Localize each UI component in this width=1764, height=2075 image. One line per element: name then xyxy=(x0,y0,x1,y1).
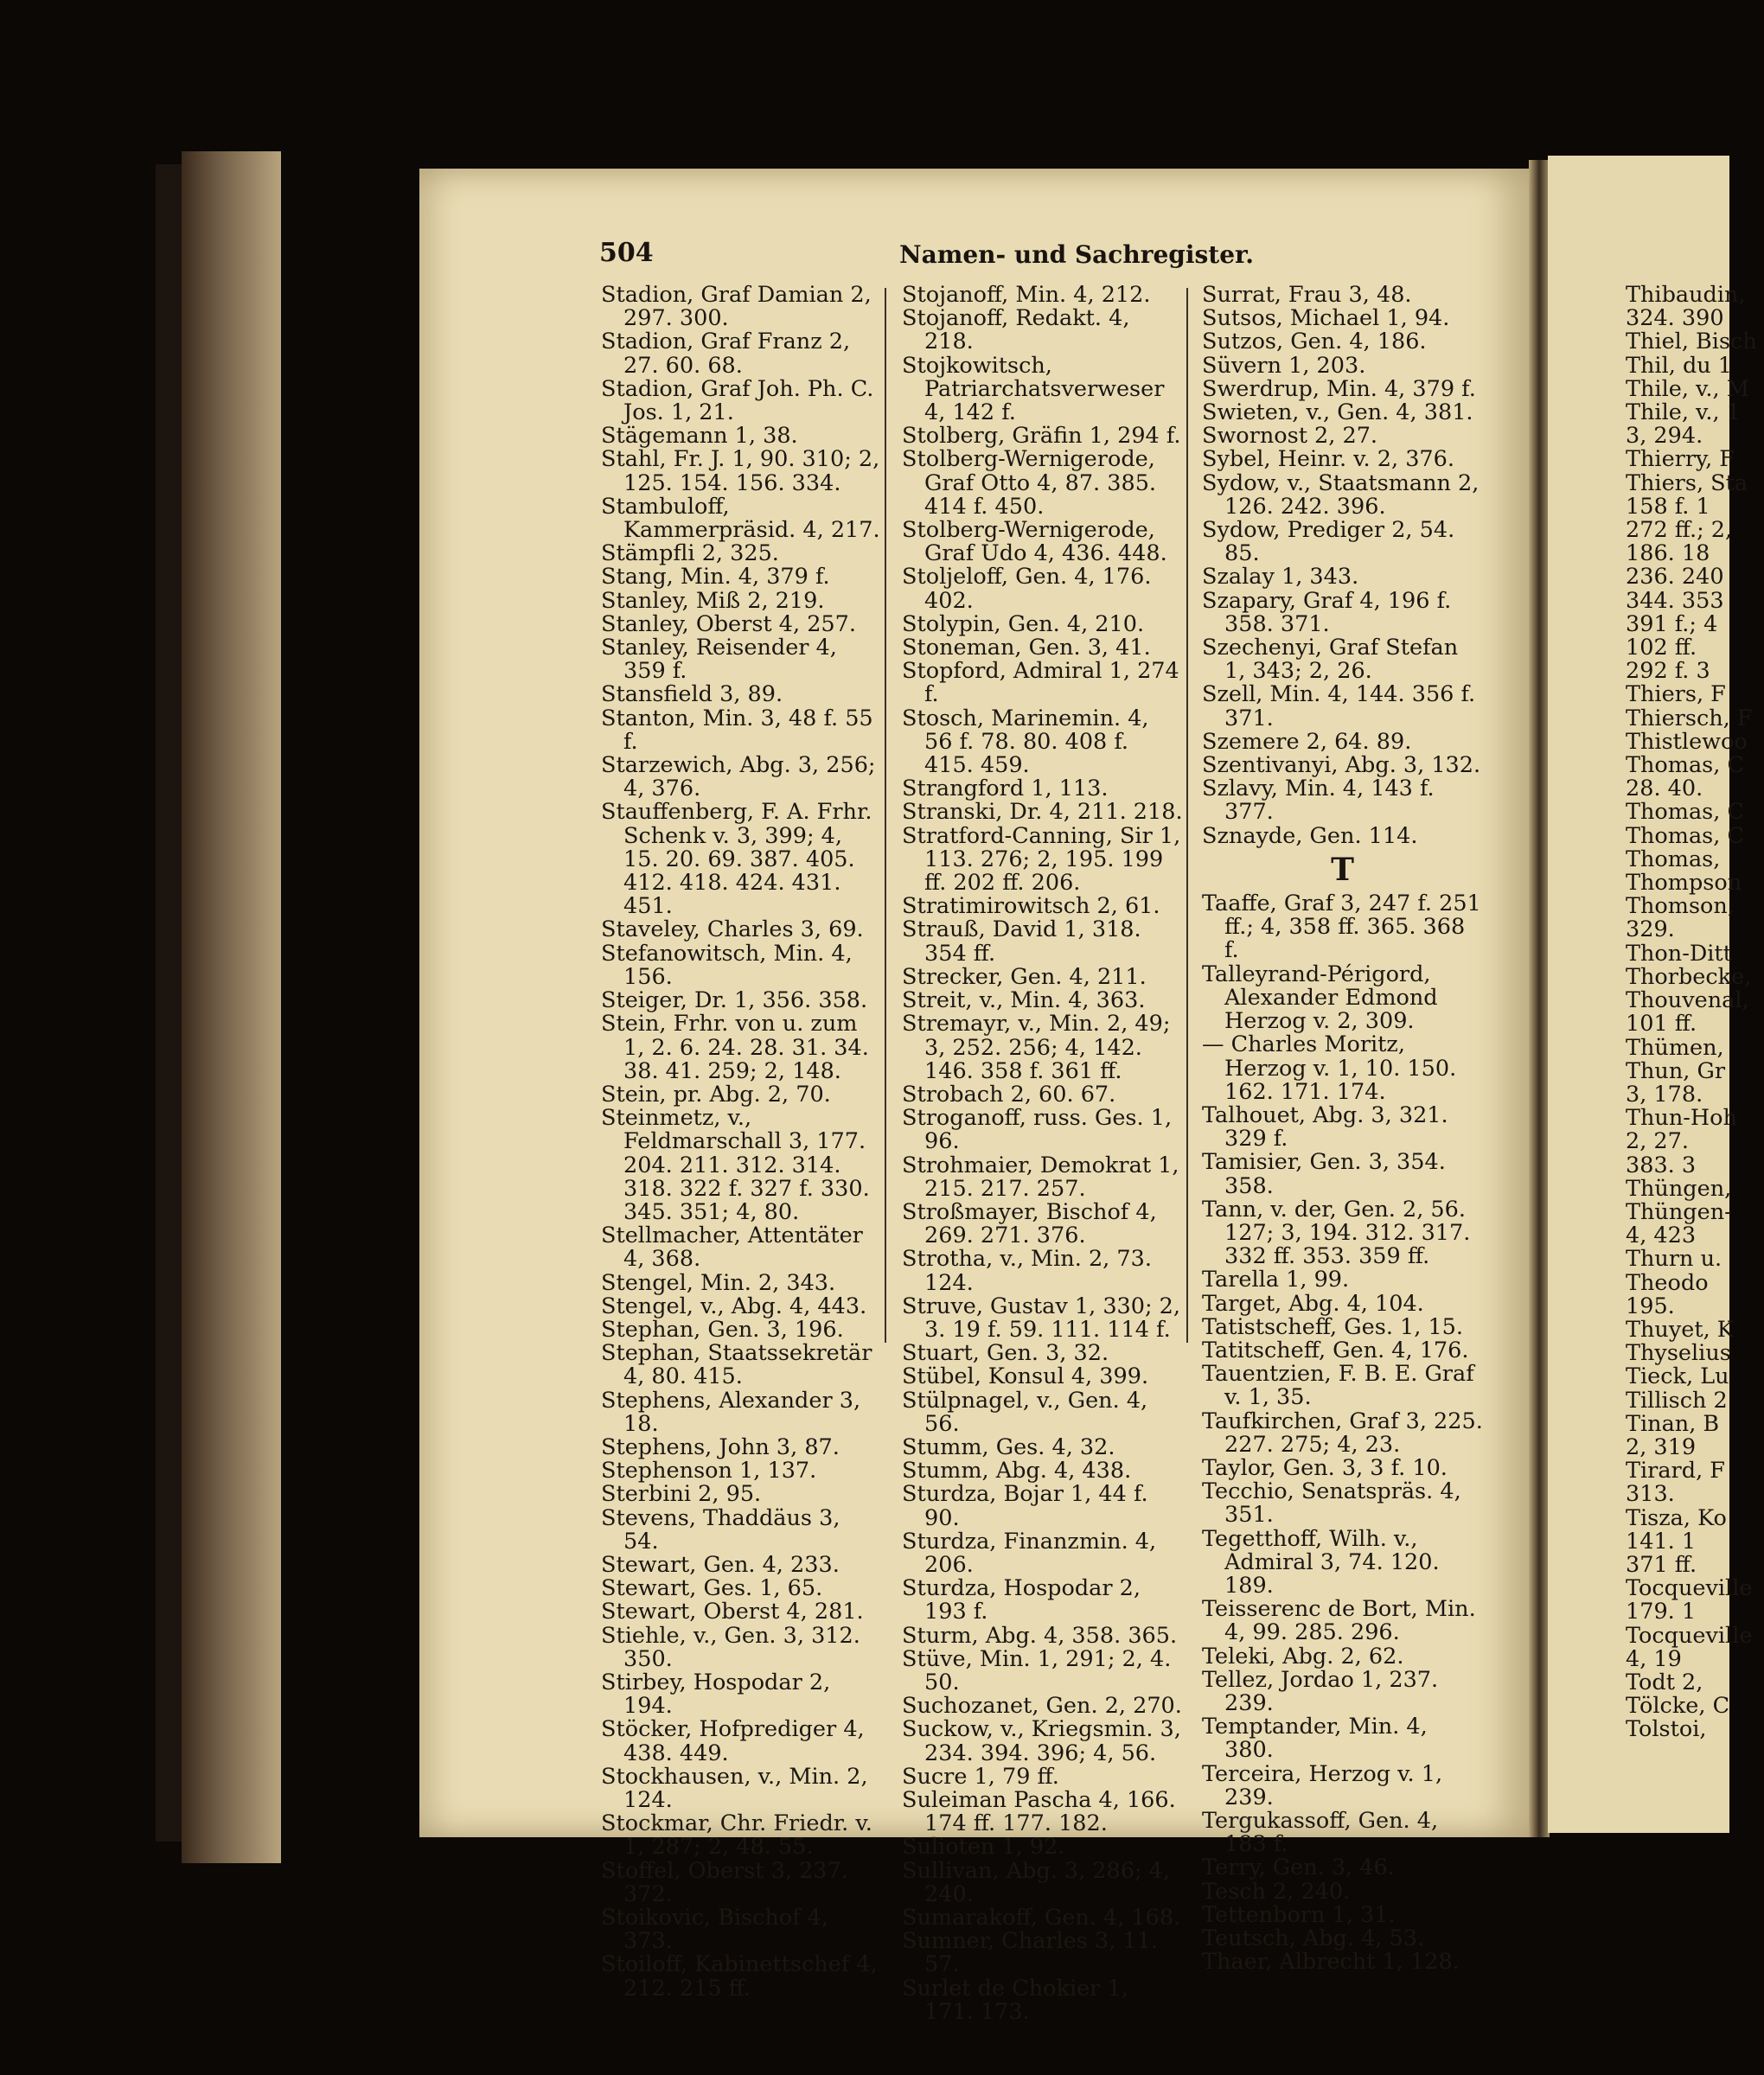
index-column-2 xyxy=(902,284,1183,2024)
index-entry: 102 ff. xyxy=(1626,635,1697,661)
index-entry: Stoljeloff, Gen. 4, 176. 402. xyxy=(902,564,1152,614)
index-entry: Thümen, xyxy=(1626,1034,1724,1061)
index-entry: Strecker, Gen. 4, 211. xyxy=(902,963,1147,990)
index-entry: Thomas, C xyxy=(1626,822,1744,849)
index-entry: 4, 19 xyxy=(1626,1645,1682,1672)
index-entry: Thüngen, xyxy=(1626,1175,1732,1202)
index-entry: Stephan, Gen. 3, 196. xyxy=(601,1316,844,1343)
index-entry: Strangford 1, 113. xyxy=(902,776,1109,802)
index-entry: Stojkowitsch, Patriarchatsverweser 4, 142 f. xyxy=(902,352,1165,426)
index-entry: Thiersch, F xyxy=(1626,705,1753,731)
index-entry: Strohmaier, Demokrat 1, 215. 217. 257. xyxy=(902,1152,1179,1202)
index-entry: 236. 240 xyxy=(1626,564,1724,591)
index-entry: Stojanoff, Redakt. 4, 218. xyxy=(902,305,1130,355)
index-entry: Stiehle, v., Gen. 3, 312. 350. xyxy=(601,1622,860,1672)
index-entry: Stadion, Graf Damian 2, 297. 300. xyxy=(601,282,872,332)
index-entry: Stoneman, Gen. 3, 41. xyxy=(902,635,1151,661)
index-entry: Teisserenc de Bort, Min. 4, 99. 285. 296. xyxy=(1202,1596,1476,1646)
index-entry: Stuart, Gen. 3, 32. xyxy=(902,1340,1109,1367)
index-entry: Tamisier, Gen. 3, 354. 358. xyxy=(1202,1149,1446,1199)
index-entry: Tarella 1, 99. xyxy=(1202,1267,1350,1293)
index-entry: Stirbey, Hospodar 2, 194. xyxy=(601,1669,831,1720)
index-entry: Sybel, Heinr. v. 2, 376. xyxy=(1202,446,1454,473)
index-entry: Stratford-Canning, Sir 1, 113. 276; 2, 195. 199 ff. 202 ff. 206. xyxy=(902,822,1181,897)
index-entry: Struve, Gustav 1, 330; 2, 3. 19 f. 59. 111. 114 f. xyxy=(902,1293,1181,1343)
index-column-partial xyxy=(1626,284,1764,1742)
index-entry: Thompson xyxy=(1626,870,1742,897)
index-entry: Taylor, Gen. 3, 3 f. 10. xyxy=(1202,1454,1448,1481)
index-entry: Sutzos, Gen. 4, 186. xyxy=(1202,329,1427,355)
index-entry: Stewart, Gen. 4, 233. xyxy=(601,1551,840,1578)
index-entry: Thüngen- xyxy=(1626,1198,1732,1225)
index-entry: Stockhausen, v., Min. 2, 124. xyxy=(601,1763,868,1813)
index-entry: Stojanoff, Min. 4, 212. xyxy=(902,282,1151,308)
index-entry: Stolberg, Gräfin 1, 294 f. xyxy=(902,423,1181,450)
index-entry: — Charles Moritz, Herzog v. 1, 10. 150. 162. 171. 174. xyxy=(1202,1031,1457,1105)
index-entry: Tann, v. der, Gen. 2, 56. 127; 3, 194. 312. 317. 332 ff. 353. 359 ff. xyxy=(1202,1196,1471,1270)
running-header: Namen- und Sachregister. xyxy=(899,240,1254,269)
index-entry: Stanley, Reisender 4, 359 f. xyxy=(601,635,837,685)
index-entry: Strotha, v., Min. 2, 73. 124. xyxy=(902,1246,1152,1296)
index-entry: Stämpfli 2, 325. xyxy=(601,540,779,567)
index-entry: 344. 353 xyxy=(1626,587,1724,614)
index-entry: Tocqueville xyxy=(1626,1575,1753,1602)
index-entry: Sznayde, Gen. 114. xyxy=(1202,822,1418,849)
index-entry: Stockmar, Chr. Friedr. v. 1, 287; 2, 48. 55. xyxy=(601,1810,872,1861)
index-entry: Thomas, C xyxy=(1626,752,1744,779)
index-entry: Stefanowitsch, Min. 4, 156. xyxy=(601,940,853,990)
index-entry: Stanton, Min. 3, 48 f. 55 f. xyxy=(601,705,873,755)
index-entry: 158 f. 1 xyxy=(1626,493,1710,520)
index-entry: Talhouet, Abg. 3, 321. 329 f. xyxy=(1202,1101,1448,1152)
index-entry: Thun-Hoh xyxy=(1626,1105,1737,1132)
index-entry: Stoffel, Oberst 3, 237. 372. xyxy=(601,1857,848,1907)
index-entry: Swieten, v., Gen. 4, 381. xyxy=(1202,399,1473,426)
index-entry: Suchozanet, Gen. 2, 270. xyxy=(902,1693,1182,1720)
index-entry: 186. 18 xyxy=(1626,540,1710,567)
index-entry: Sydow, v., Staatsmann 2, 126. 242. 396. xyxy=(1202,469,1480,520)
index-entry: 3, 178. xyxy=(1626,1081,1703,1108)
index-entry: 391 f.; 4 xyxy=(1626,610,1718,637)
index-entry: Starzewich, Abg. 3, 256; 4, 376. xyxy=(601,752,876,802)
index-entry: Thuyet, K xyxy=(1626,1316,1734,1343)
index-entry: Temptander, Min. 4, 380. xyxy=(1202,1714,1428,1764)
index-entry: Swornost 2, 27. xyxy=(1202,423,1378,450)
index-entry: Steiger, Dr. 1, 356. 358. xyxy=(601,987,868,1014)
index-entry: Tocqueville xyxy=(1626,1622,1753,1649)
index-entry: Thiers, F xyxy=(1626,681,1726,708)
index-entry: Stellmacher, Attentäter 4, 368. xyxy=(601,1223,863,1273)
index-entry: Sucre 1, 79 ff. xyxy=(902,1763,1059,1790)
index-entry: Sutsos, Michael 1, 94. xyxy=(1202,305,1450,332)
index-entry: 2, 27. xyxy=(1626,1128,1689,1155)
index-entry: Sturdza, Finanzmin. 4, 206. xyxy=(902,1528,1157,1578)
index-entry: Sturdza, Bojar 1, 44 f. 90. xyxy=(902,1481,1148,1531)
page-number: 504 xyxy=(599,238,654,268)
index-entry: Stranski, Dr. 4, 211. 218. xyxy=(902,799,1183,826)
index-entry: Terry, Gen. 3, 46. xyxy=(1202,1855,1395,1881)
index-entry: Stansfield 3, 89. xyxy=(601,681,783,708)
index-entry: Tatistscheff, Ges. 1, 15. xyxy=(1202,1313,1464,1340)
index-entry: Tinan, B xyxy=(1626,1410,1720,1437)
index-entry: Tellez, Jordao 1, 237. 239. xyxy=(1202,1666,1439,1716)
index-entry: Stolberg-Wernigerode, Graf Otto 4, 87. 385. 414 f. 450. xyxy=(902,446,1157,520)
index-entry: Szlavy, Min. 4, 143 f. 377. xyxy=(1202,776,1435,826)
index-entry: Stanley, Oberst 4, 257. xyxy=(601,610,856,637)
index-entry: Sturdza, Hospodar 2, 193 f. xyxy=(902,1575,1141,1625)
index-entry: Stägemann 1, 38. xyxy=(601,423,798,450)
index-entry: Stevens, Thaddäus 3, 54. xyxy=(601,1504,840,1555)
index-entry: Szell, Min. 4, 144. 356 f. 371. xyxy=(1202,681,1476,731)
index-entry: Tesch 2, 240. xyxy=(1202,1878,1351,1905)
index-entry: Taaffe, Graf 3, 247 f. 251 ff.; 4, 358 ff. 365. 368 f. xyxy=(1202,891,1481,964)
index-entry: Thil, du 1 xyxy=(1626,352,1733,379)
index-entry: Stambuloff, Kammerpräsid. 4, 217. xyxy=(601,493,880,544)
index-entry: Stolypin, Gen. 4, 210. xyxy=(902,610,1145,637)
index-entry: Stremayr, v., Min. 2, 49; 3, 252. 256; 4, 142. 146. 358 f. 361 ff. xyxy=(902,1011,1171,1084)
index-entry: Tolstoi, xyxy=(1626,1716,1707,1743)
index-entry: 28. 40. xyxy=(1626,776,1703,802)
index-entry: Tatitscheff, Gen. 4, 176. xyxy=(1202,1337,1469,1363)
index-entry: 179. 1 xyxy=(1626,1599,1697,1625)
index-entry: Sumarakoff, Gen. 4, 168. xyxy=(902,1905,1181,1931)
index-entry: Suleiman Pascha 4, 166. 174 ff. 177. 182. xyxy=(902,1787,1176,1837)
index-entry: Thile, v., 1 xyxy=(1626,399,1741,426)
index-entry: Sturm, Abg. 4, 358. 365. xyxy=(902,1622,1178,1649)
index-entry: Stülpnagel, v., Gen. 4, 56. xyxy=(902,1387,1148,1437)
column-rule xyxy=(1186,288,1188,1343)
index-entry: Tölcke, C xyxy=(1626,1693,1730,1720)
index-entry: Stang, Min. 4, 379 f. xyxy=(601,564,830,591)
index-entry: 141. 1 xyxy=(1626,1528,1697,1555)
index-column-1 xyxy=(601,284,882,2001)
index-entry: Stadion, Graf Joh. Ph. C. Jos. 1, 21. xyxy=(601,375,874,426)
index-entry: 4, 423 xyxy=(1626,1223,1697,1249)
index-entry: Tecchio, Senatspräs. 4, 351. xyxy=(1202,1478,1461,1529)
index-entry: Thurn u. xyxy=(1626,1246,1722,1273)
index-entry: 2, 319 xyxy=(1626,1433,1697,1460)
index-entry: Thierry, F xyxy=(1626,446,1735,473)
index-entry: Stosch, Marinemin. 4, 56 f. 78. 80. 408 f. 415. 459. xyxy=(902,705,1149,779)
index-column-3 xyxy=(1202,284,1483,1974)
index-entry: Sullivan, Abg. 3, 286; 4, 240. xyxy=(902,1857,1171,1907)
index-entry: Thile, v., M xyxy=(1626,375,1749,402)
index-entry: 313. xyxy=(1626,1481,1675,1508)
index-entry: Thorbecke, xyxy=(1626,963,1752,990)
index-entry: Stewart, Oberst 4, 281. xyxy=(601,1599,864,1625)
index-entry: Szalay 1, 343. xyxy=(1202,564,1359,591)
index-entry: Staveley, Charles 3, 69. xyxy=(601,916,864,943)
index-entry: Süvern 1, 203. xyxy=(1202,352,1366,379)
index-entry: 329. xyxy=(1626,916,1675,943)
index-entry: Stratimirowitsch 2, 61. xyxy=(902,893,1160,920)
index-entry: Strobach 2, 60. 67. xyxy=(902,1081,1116,1108)
index-entry: 292 f. 3 xyxy=(1626,658,1710,685)
index-entry: Stumm, Abg. 4, 438. xyxy=(902,1458,1132,1484)
index-entry: Thouvenal, xyxy=(1626,987,1749,1014)
index-entry: Stöcker, Hofprediger 4, 438. 449. xyxy=(601,1716,865,1766)
index-entry: Thon-Ditt xyxy=(1626,940,1732,967)
index-entry: Stroganoff, russ. Ges. 1, 96. xyxy=(902,1105,1173,1155)
index-entry: Tergukassoff, Gen. 4, 183 f. xyxy=(1202,1808,1439,1858)
index-entry: Stephens, Alexander 3, 18. xyxy=(601,1387,861,1437)
index-entry: Stengel, Min. 2, 343. xyxy=(601,1269,836,1296)
index-entry: Teleki, Abg. 2, 62. xyxy=(1202,1643,1404,1670)
page-edges-left xyxy=(182,151,281,1863)
index-entry: Szechenyi, Graf Stefan 1, 343; 2, 26. xyxy=(1202,635,1459,685)
index-entry: Tegetthoff, Wilh. v., Admiral 3, 74. 120. 189. xyxy=(1202,1525,1440,1599)
index-entry: 371 ff. xyxy=(1626,1551,1697,1578)
index-entry: Stephenson 1, 137. xyxy=(601,1458,817,1484)
index-entry: Stein, pr. Abg. 2, 70. xyxy=(601,1081,831,1108)
index-entry: 195. xyxy=(1626,1293,1675,1319)
index-entry: Stauffenberg, F. A. Frhr. Schenk v. 3, 399; 4, 15. 20. 69. 387. 405. 412. 418. 424. 431. 451. xyxy=(601,799,872,920)
index-entry: Stopford, Admiral 1, 274 f. xyxy=(902,658,1179,708)
index-entry: 324. 390 xyxy=(1626,305,1724,332)
index-entry: Tettenborn 1, 31. xyxy=(1202,1901,1396,1928)
index-entry: Stoikovic, Bischof 4, 373. xyxy=(601,1905,828,1955)
index-entry: Sydow, Prediger 2, 54. 85. xyxy=(1202,517,1455,567)
index-entry: Tieck, Lu xyxy=(1626,1363,1729,1390)
index-entry: Sulioten 1, 92. xyxy=(902,1834,1065,1861)
index-entry: Szapary, Graf 4, 196 f. 358. 371. xyxy=(1202,587,1452,637)
index-entry: 101 ff. xyxy=(1626,1011,1697,1038)
index-entry: Stein, Frhr. von u. zum 1, 2. 6. 24. 28. 31. 34. 38. 41. 259; 2, 148. xyxy=(601,1011,869,1084)
index-entry: Stumm, Ges. 4, 32. xyxy=(902,1433,1115,1460)
index-entry: 272 ff.; 2, xyxy=(1626,517,1733,544)
index-entry: Thaer, Albrecht 1, 128. xyxy=(1202,1949,1460,1976)
index-entry: Stadion, Graf Franz 2, 27. 60. 68. xyxy=(601,329,851,379)
index-entry: Terceira, Herzog v. 1, 239. xyxy=(1202,1760,1443,1810)
index-entry: Streit, v., Min. 4, 363. xyxy=(902,987,1146,1014)
index-entry: Theodo xyxy=(1626,1269,1709,1296)
index-entry: Thyselius xyxy=(1626,1340,1731,1367)
index-entry: Taufkirchen, Graf 3, 225. 227. 275; 4, 23. xyxy=(1202,1408,1483,1458)
index-entry: Stengel, v., Abg. 4, 443. xyxy=(601,1293,867,1319)
index-entry: Target, Abg. 4, 104. xyxy=(1202,1290,1424,1317)
index-entry: Strauß, David 1, 318. 354 ff. xyxy=(902,916,1141,967)
index-entry: Talleyrand-Périgord, Alexander Edmond Herzog v. 2, 309. xyxy=(1202,961,1438,1035)
index-entry: Thiers, Sta xyxy=(1626,469,1748,496)
index-entry: Surlet de Chokier 1, 171. 173. xyxy=(902,1975,1128,2025)
index-entry: Stephan, Staatssekretär 4, 80. 415. xyxy=(601,1340,872,1390)
index-entry: Tisza, Ko xyxy=(1626,1504,1727,1531)
section-letter-heading: T xyxy=(1331,851,1354,888)
index-entry: Steinmetz, v., Feldmarschall 3, 177. 204. 211. 312. 314. 318. 322 f. 327 f. 330. 345. 351; 4, 80. xyxy=(601,1105,870,1225)
index-entry: 383. 3 xyxy=(1626,1152,1697,1178)
index-entry: Thibaudin, xyxy=(1626,282,1746,308)
index-entry: Surrat, Frau 3, 48. xyxy=(1202,282,1412,308)
index-entry: Stoiloff, Kabinettschef 4, 212. 215 ff. xyxy=(601,1951,878,2002)
index-entry: Teutsch, Abg. 4, 53. xyxy=(1202,1925,1425,1952)
index-entry: Todt 2, xyxy=(1626,1669,1703,1695)
index-entry: Sumner, Charles 3, 11. 57. xyxy=(902,1928,1158,1978)
index-entry: Sterbini 2, 95. xyxy=(601,1481,762,1508)
index-entry: Tillisch 2 xyxy=(1626,1387,1728,1414)
index-entry: Stephens, John 3, 87. xyxy=(601,1433,840,1460)
book-gutter xyxy=(1529,160,1550,1837)
index-entry: Thiel, Bisch xyxy=(1626,329,1757,355)
index-entry: Stewart, Ges. 1, 65. xyxy=(601,1575,823,1602)
index-entry: Stahl, Fr. J. 1, 90. 310; 2, 125. 154. 156. 334. xyxy=(601,446,880,496)
index-entry: Thomas, C xyxy=(1626,799,1744,826)
index-entry: Tauentzien, F. B. E. Graf v. 1, 35. xyxy=(1202,1361,1474,1411)
index-entry: Stanley, Miß 2, 219. xyxy=(601,587,825,614)
index-entry: Szemere 2, 64. 89. xyxy=(1202,728,1412,755)
index-entry: Szentivanyi, Abg. 3, 132. xyxy=(1202,752,1481,779)
index-entry: Stroßmayer, Bischof 4, 269. 271. 376. xyxy=(902,1198,1157,1249)
index-entry: Suckow, v., Kriegsmin. 3, 234. 394. 396; 4, 56. xyxy=(902,1716,1181,1766)
column-rule xyxy=(885,288,886,1343)
index-entry: Stolberg-Wernigerode, Graf Udo 4, 436. 448. xyxy=(902,517,1167,567)
index-entry: Thomson, xyxy=(1626,893,1735,920)
index-entry: Tirard, F xyxy=(1626,1458,1725,1484)
index-entry: Swerdrup, Min. 4, 379 f. xyxy=(1202,375,1476,402)
index-entry: Stüve, Min. 1, 291; 2, 4. 50. xyxy=(902,1645,1172,1695)
index-entry: Stübel, Konsul 4, 399. xyxy=(902,1363,1149,1390)
index-entry: Thomas, xyxy=(1626,846,1721,872)
index-entry: 3, 294. xyxy=(1626,423,1703,450)
index-entry: Thistlewoo xyxy=(1626,728,1748,755)
index-entry: Thun, Gr xyxy=(1626,1057,1726,1084)
